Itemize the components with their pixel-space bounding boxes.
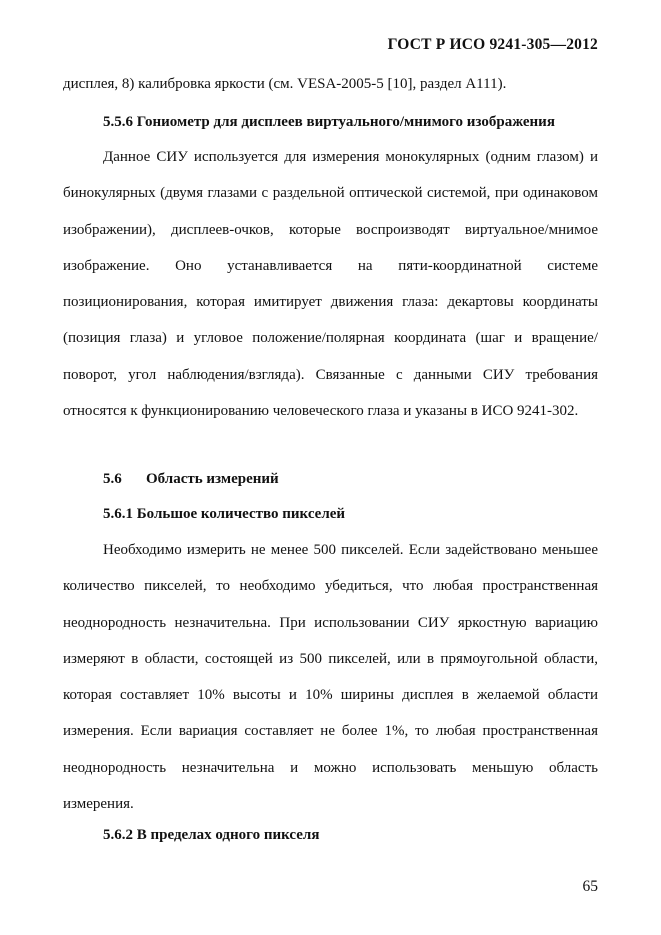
continuation-paragraph: дисплея, 8) калибровка яркости (см. VESA-2005-5 [10], раздел A111).: [63, 76, 507, 92]
goniometer-heading: 5.5.6 Гониометр для дисплеев виртуального/мнимого изображения: [103, 114, 555, 130]
section-heading: [103, 469, 279, 489]
large-pixels-heading: 5.6.1 Большое количество пикселей: [103, 506, 346, 522]
page-number: 65: [582, 878, 598, 895]
section-title: Область измерений: [146, 471, 279, 487]
goniometer-paragraph: Данное СИУ используется для измерения монокулярных (одним глазом) и бинокулярных (двумя глазами с раздельной оптической системой, при одинаковом изображении), дисплеев-очков, которые воспроизводят виртуальное/мнимое изображение. Оно устанавливается на пяти-координатной системе позиционирования, которая имитирует движения глаза: декартовы координаты (позиция глаза) и угловое положение/полярная координата (шаг и вращение/поворот, угол наблюдения/взгляда). Связанные с данными СИУ требования относятся к функционированию человеческого глаза и указаны в ИСО 9241-302.: [63, 149, 598, 420]
large-pixels-paragraph: Необходимо измерить не менее 500 пикселей. Если задействовано меньшее количество пикселей, то необходимо убедиться, что любая пространственная неоднородность незначительна. При использовании СИУ яркостную вариацию измеряют в области, состоящей из 500 пикселей, или в прямоугольной области, которая составляет 10% высоты и 10% ширины дисплея в желаемой области измерения. Если вариация составляет не более 1%, то любая пространственная неоднородность незначительна и можно использовать меньшую область измерения.: [63, 542, 598, 813]
document-header: ГОСТ Р ИСО 9241-305—2012: [387, 36, 598, 53]
single-pixel-heading: 5.6.2 В пределах одного пикселя: [103, 827, 320, 843]
section-number: 5.6: [103, 471, 122, 487]
